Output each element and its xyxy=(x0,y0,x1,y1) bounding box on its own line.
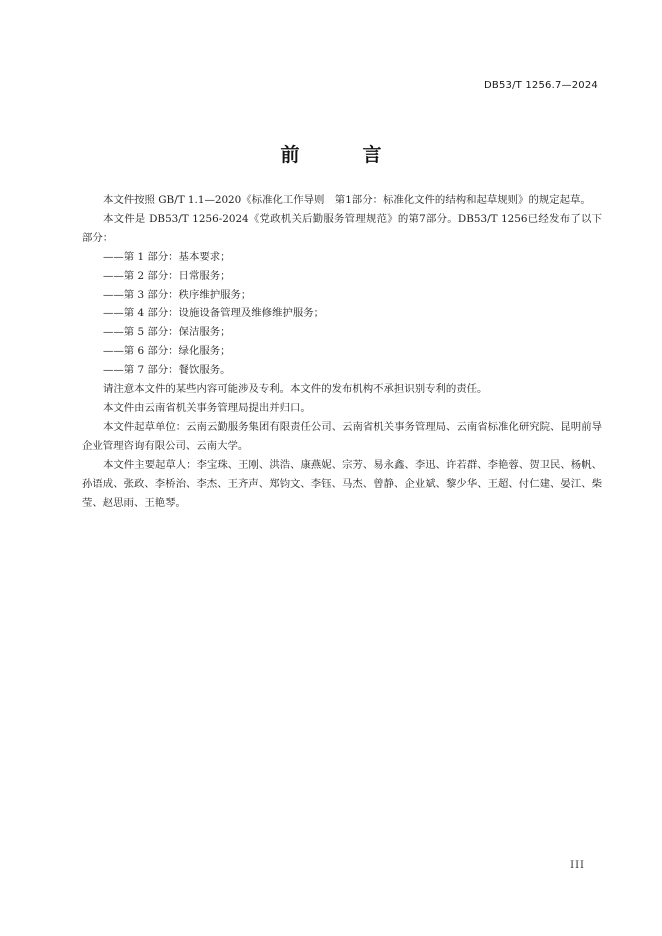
list-item-part-5: ——第 5 部分：保洁服务； xyxy=(103,326,231,339)
page-title: 前 言 xyxy=(280,144,404,166)
drafting-rule-paragraph: 本文件按照 GB/T 1.1—2020《标准化工作导则 第1部分：标准化文件的结构和起草规则》的规定起草。 xyxy=(103,194,591,206)
list-item-part-4: ——第 4 部分：设施设备管理及维修维护服务； xyxy=(103,307,325,320)
drafting-units-paragraph: 本文件起草单位：云南云勤服务集团有限责任公司、云南省机关事务管理局、云南省标准化研究院、昆明前导企业管理咨询有限公司、云南大学。 xyxy=(82,420,602,452)
list-item-part-3: ——第 3 部分：秩序维护服务； xyxy=(103,288,252,301)
list-item-part-2: ——第 2 部分：日常服务； xyxy=(103,269,231,282)
page-number: III xyxy=(570,860,585,871)
list-item-part-7: ——第 7 部分：餐饮服务。 xyxy=(103,364,231,377)
list-item-part-6: ——第 6 部分：绿化服务； xyxy=(103,345,231,358)
list-item-part-1: ——第 1 部分：基本要求； xyxy=(103,250,231,263)
standard-code: DB53/T 1256.7—2024 xyxy=(484,80,598,91)
proposer-paragraph: 本文件由云南省机关事务管理局提出并归口。 xyxy=(103,401,311,414)
foreword-body xyxy=(82,191,602,512)
drafters-paragraph: 本文件主要起草人：李宝珠、王刚、洪浩、康燕妮、宗芳、易永鑫、李迅、许若群、李艳蓉、贺卫民、杨帆、孙语成、张政、李桥治、李杰、王齐声、郑钧文、李钰、马杰、曾静、企业斌、黎少华、王超、付仁建、晏江、柴莹、赵思雨、王艳琴。 xyxy=(82,458,602,509)
parts-list xyxy=(82,248,602,380)
series-intro-paragraph: 本文件是 DB53/T 1256-2024《党政机关后勤服务管理规范》的第7部分。DB53/T 1256已经发布了以下部分： xyxy=(82,212,602,244)
patent-notice-paragraph: 请注意本文件的某些内容可能涉及专利。本文件的发布机构不承担识别专利的责任。 xyxy=(103,383,488,396)
